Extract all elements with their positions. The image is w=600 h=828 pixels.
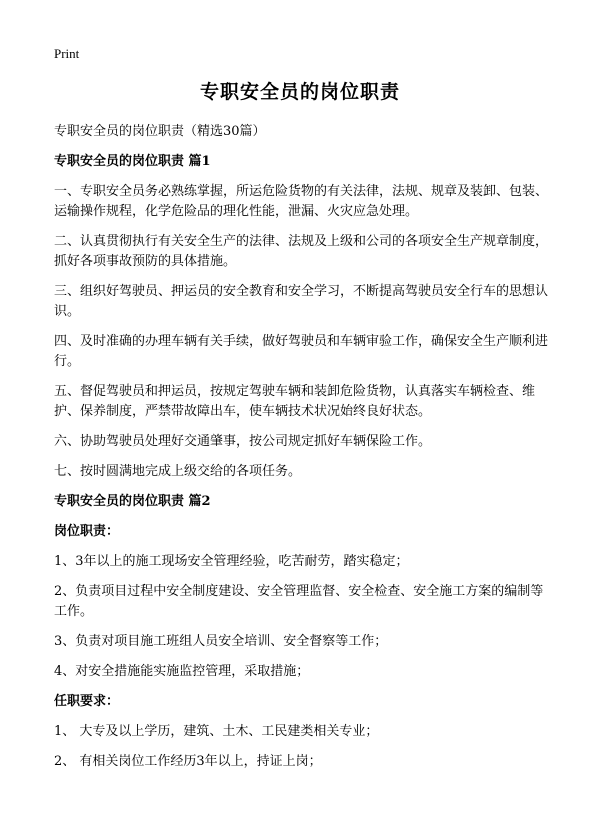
duty-item: 2、负责项目过程中安全制度建设、安全管理监督、安全检查、安全施工方案的编制等工作。 (54, 584, 544, 619)
requirement-item: 2、 有相关岗位工作经历3年以上，持证上岗； (54, 754, 322, 769)
paragraph: 五、督促驾驶员和押运员，按规定驾驶车辆和装卸危险货物，认真落实车辆检查、维护、保养制度，严禁带故障出车，使车辆技术状况始终良好状态。 (54, 384, 536, 419)
requirements-heading: 任职要求： (54, 694, 120, 709)
section-2-heading: 专职安全员的岗位职责 篇2 (54, 494, 211, 509)
section-1-heading: 专职安全员的岗位职责 篇1 (54, 154, 211, 169)
document-subtitle: 专职安全员的岗位职责（精选30篇） (54, 124, 266, 139)
paragraph: 三、组织好驾驶员、押运员的安全教育和安全学习，不断提高驾驶员安全行车的思想认识。 (54, 284, 549, 319)
document-body (54, 122, 554, 782)
paragraph: 六、协助驾驶员处理好交通肇事，按公司规定抓好车辆保险工作。 (54, 434, 432, 449)
page-title: 专职安全员的岗位职责 (199, 81, 400, 103)
paragraph: 一、专职安全员务必熟练掌握，所运危险货物的有关法律，法规、规章及装卸、包装、运输操作规程，化学危险品的理化性能，泄漏、火灾应急处理。 (54, 184, 549, 219)
duty-item: 3、负责对项目施工班组人员安全培训、安全督察等工作； (54, 634, 388, 649)
duty-item: 4、对安全措施能实施监控管理，采取措施； (54, 664, 310, 679)
paragraph: 七、按时圆满地完成上级交给的各项任务。 (54, 464, 302, 479)
paragraph: 四、及时准确的办理车辆有关手续，做好驾驶员和车辆审验工作，确保安全生产顺利进行。 (54, 334, 549, 369)
duties-heading: 岗位职责： (54, 524, 120, 539)
duty-item: 1、3年以上的施工现场安全管理经验，吃苦耐劳，踏实稳定； (54, 554, 409, 569)
paragraph: 二、认真贯彻执行有关安全生产的法律、法规及上级和公司的各项安全生产规章制度，抓好各项事故预防的具体措施。 (54, 234, 549, 269)
print-link[interactable]: Print (54, 46, 80, 61)
requirement-item: 1、 大专及以上学历，建筑、土木、工民建类相关专业； (54, 724, 379, 739)
